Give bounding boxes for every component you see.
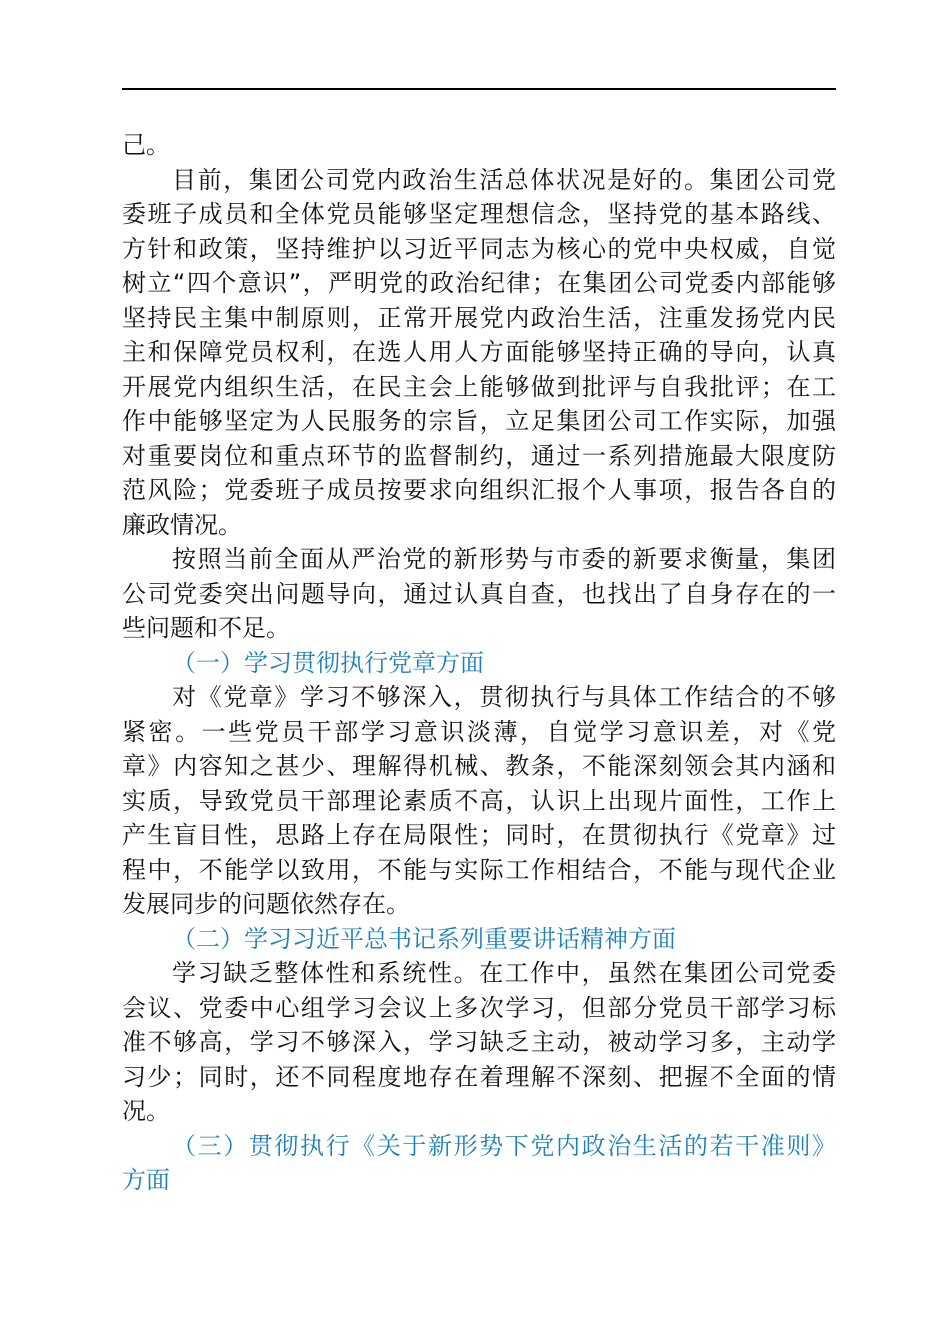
line-14: 公司党委突出问题导向，通过认真自查，也找出了自身存在的一 xyxy=(122,579,836,608)
line-13: 按照当前全面从严治党的新形势与市委的新要求衡量，集团 xyxy=(172,545,836,573)
line-26: 会议、党委中心组学习会议上多次学习，但部分党员干部学习标 xyxy=(122,993,836,1022)
line-25: 学习缺乏整体性和系统性。在工作中，虽然在集团公司党委 xyxy=(172,959,836,987)
section-heading-1: （一）学习贯彻执行党章方面 xyxy=(172,648,484,677)
line-10: 对重要岗位和重点环节的监督制约，通过一系列措施最大限度防 xyxy=(122,441,836,470)
document-body xyxy=(122,128,836,1198)
line-7: 主和保障党员权利，在选人用人方面能够坚持正确的导向，认真 xyxy=(122,338,836,366)
line-9: 作中能够坚定为人民服务的宗旨，立足集团公司工作实际，加强 xyxy=(122,407,836,435)
line-1: 己。 xyxy=(122,131,170,159)
section-heading-2: （二）学习习近平总书记系列重要讲话精神方面 xyxy=(172,924,676,953)
line-20: 实质，导致党员干部理论素质不高，认识上出现片面性，工作上 xyxy=(122,786,836,815)
section-heading-3: （三）贯彻执行《关于新形势下党内政治生活的若干准则》 xyxy=(172,1131,836,1160)
line-29: 况。 xyxy=(122,1097,170,1125)
line-6: 坚持民主集中制原则，正常开展党内政治生活，注重发扬党内民 xyxy=(122,303,836,332)
line-11: 范风险；党委班子成员按要求向组织汇报个人事项，报告各自的 xyxy=(122,476,836,504)
line-2: 目前，集团公司党内政治生活总体状况是好的。集团公司党 xyxy=(172,165,836,194)
line-22: 程中，不能学以致用，不能与实际工作相结合，不能与现代企业 xyxy=(122,855,836,884)
line-3: 委班子成员和全体党员能够坚定理想信念，坚持党的基本路线、 xyxy=(122,200,836,228)
line-17: 对《党章》学习不够深入，贯彻执行与具体工作结合的不够 xyxy=(172,683,836,711)
line-4: 方针和政策，坚持维护以习近平同志为核心的党中央权威，自觉 xyxy=(122,234,836,263)
line-27: 准不够高，学习不够深入，学习缺乏主动，被动学习多，主动学 xyxy=(122,1028,836,1056)
line-5: 树立“四个意识”，严明党的政治纪律；在集团公司党委内部能够 xyxy=(122,269,836,297)
line-23: 发展同步的问题依然存在。 xyxy=(122,890,410,918)
header-rule xyxy=(122,88,836,90)
line-18: 紧密。一些党员干部学习意识淡薄，自觉学习意识差，对《党 xyxy=(122,717,836,746)
line-8: 开展党内组织生活，在民主会上能够做到批评与自我批评；在工 xyxy=(122,372,836,401)
line-21: 产生盲目性，思路上存在局限性；同时，在贯彻执行《党章》过 xyxy=(122,821,836,849)
line-12: 廉政情况。 xyxy=(122,510,242,539)
section-heading-3-continued: 方面 xyxy=(122,1166,170,1194)
line-28: 习少；同时，还不同程度地存在着理解不深刻、把握不全面的情 xyxy=(122,1062,836,1091)
line-19: 章》内容知之甚少、理解得机械、教条，不能深刻领会其内涵和 xyxy=(122,752,836,780)
line-15: 些问题和不足。 xyxy=(122,614,290,642)
